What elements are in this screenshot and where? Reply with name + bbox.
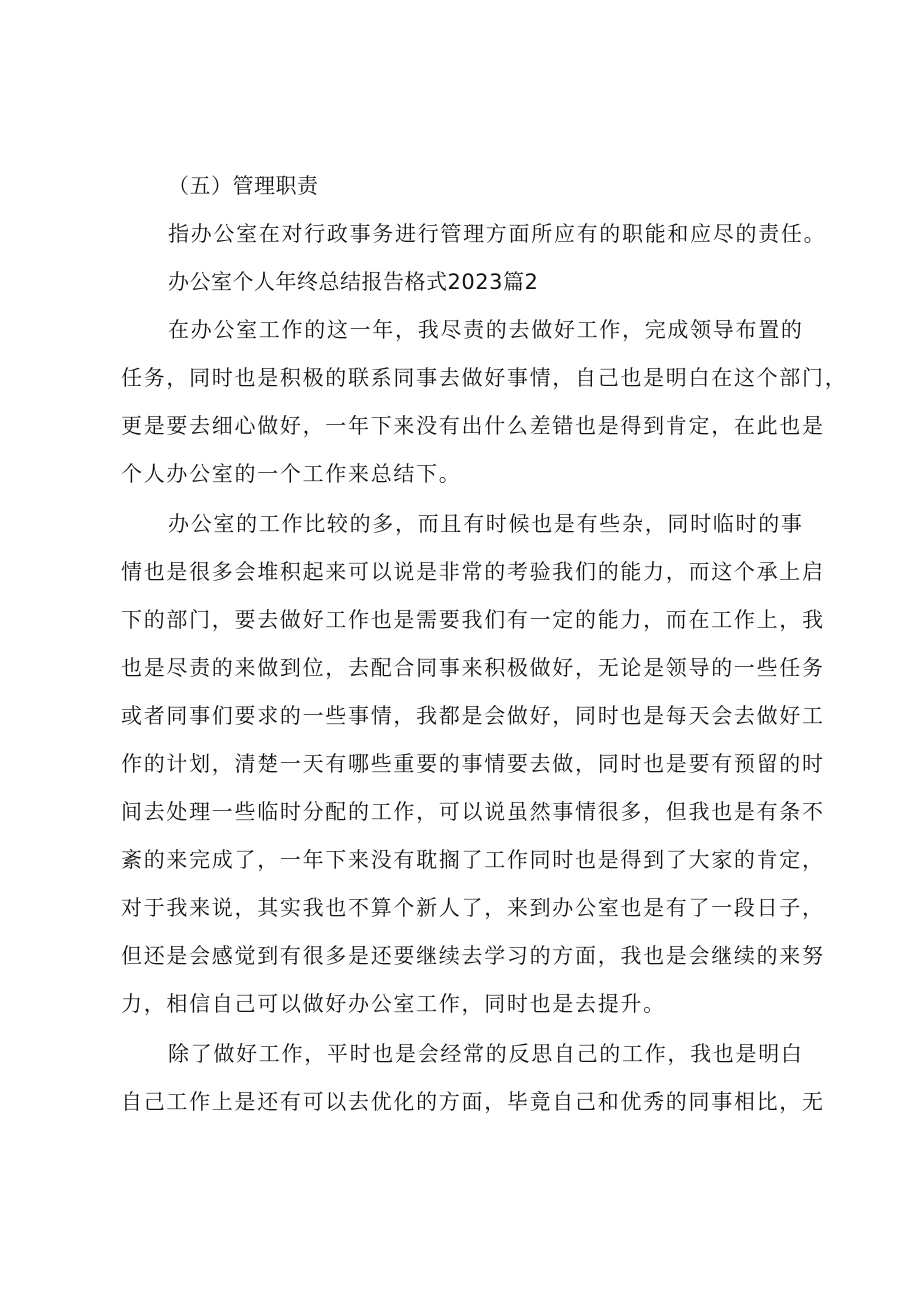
paragraph-line: 力，相信自己可以做好办公室工作，同时也是去提升。 [121, 992, 666, 1016]
paragraph-line: 间去处理一些临时分配的工作，可以说虽然事情很多，但我也是有条不 [121, 800, 825, 824]
paragraph-line: 但还是会感觉到有很多是还要继续去学习的方面，我也是会继续的来努 [121, 944, 825, 968]
paragraph-line: 作的计划，清楚一天有哪些重要的事情要去做，同时也是要有预留的时 [121, 752, 825, 776]
paragraph-line: 除了做好工作，平时也是会经常的反思自己的工作，我也是明白 [168, 1042, 804, 1066]
paragraph-line: 紊的来完成了，一年下来没有耽搁了工作同时也是得到了大家的肯定， [121, 848, 825, 872]
section-heading: （五）管理职责 [168, 174, 319, 198]
paragraph-line: 更是要去细心做好，一年下来没有出什么差错也是得到肯定，在此也是 [121, 414, 825, 438]
paragraph-line: 对于我来说，其实我也不算个新人了，来到办公室也是有了一段日子， [121, 896, 825, 920]
paragraph-line: 自己工作上是还有可以去优化的方面，毕竟自己和优秀的同事相比，无 [121, 1090, 825, 1114]
paragraph-line: 办公室的工作比较的多，而且有时候也是有些杂，同时临时的事 [168, 512, 804, 536]
paragraph-line: 下的部门，要去做好工作也是需要我们有一定的能力，而在工作上，我 [121, 608, 825, 632]
paragraph-line: 在办公室工作的这一年，我尽责的去做好工作，完成领导布置的 [168, 318, 804, 342]
paragraph-line: 情也是很多会堆积起来可以说是非常的考验我们的能力，而这个承上启 [121, 560, 825, 584]
paragraph-line: 或者同事们要求的一些事情，我都是会做好，同时也是每天会去做好工 [121, 704, 825, 728]
article-title: 办公室个人年终总结报告格式2023篇2 [168, 270, 539, 294]
paragraph-line: 任务，同时也是积极的联系同事去做好事情，自己也是明白在这个部门， [121, 366, 848, 390]
paragraph-line: 也是尽责的来做到位，去配合同事来积极做好，无论是领导的一些任务 [121, 656, 825, 680]
definition-line: 指办公室在对行政事务进行管理方面所应有的职能和应尽的责任。 [168, 222, 827, 246]
paragraph-line: 个人办公室的一个工作来总结下。 [121, 462, 462, 486]
